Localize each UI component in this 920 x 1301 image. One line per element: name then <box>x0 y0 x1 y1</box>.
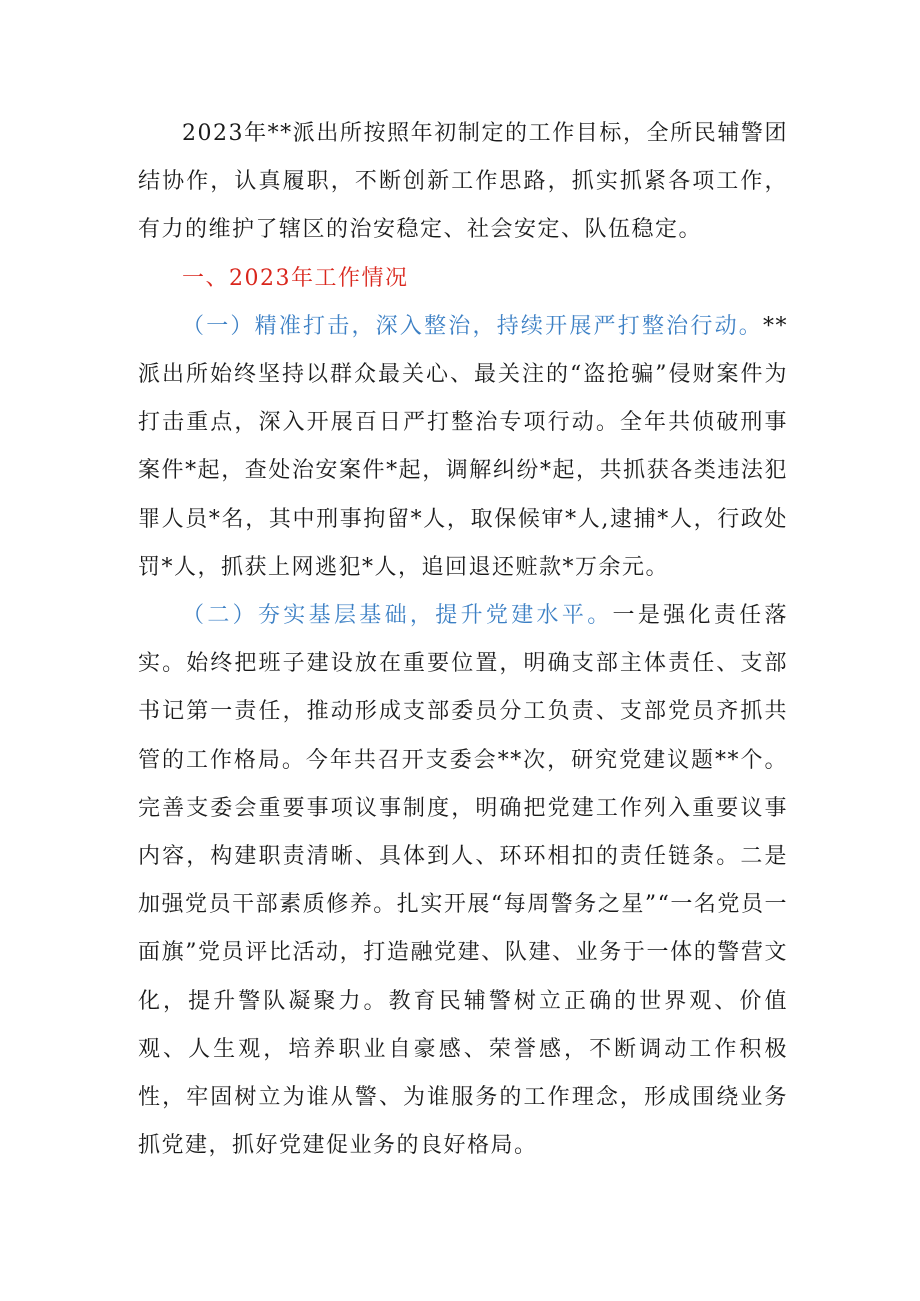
subsection2-title: （二）夯实基层基础，提升党建水平。 <box>182 603 613 629</box>
section-heading <box>138 255 788 303</box>
subsection2-paragraph <box>138 592 788 1170</box>
intro-paragraph <box>138 110 788 255</box>
subsection1-paragraph <box>138 303 788 592</box>
document-body <box>138 110 788 1170</box>
subsection1-body: **派出所始终坚持以群众最关心、最关注的“盗抢骗”侵财案件为打击重点，深入开展百日严打整治专项行动。全年共侦破刑事案件*起，查处治安案件*起，调解纠纷*起，共抓获各类违法犯罪人员*名，其中刑事拘留*人，取保候审*人,逮捕*人，行政处罚*人，抓获上网逃犯*人，追回退还赃款*万余元。 <box>138 313 788 580</box>
intro-text: 2023年**派出所按照年初制定的工作目标，全所民辅警团结协作，认真履职，不断创新工作思路，抓实抓紧各项工作，有力的维护了辖区的治安稳定、社会安定、队伍稳定。 <box>138 121 788 243</box>
section1-title: 一、2023年工作情况 <box>182 265 409 291</box>
subsection1-title: （一）精准打击，深入整治，持续开展严打整治行动。 <box>182 313 763 339</box>
subsection2-body: 一是强化责任落实。始终把班子建设放在重要位置，明确支部主体责任、支部书记第一责任，推动形成支部委员分工负责、支部党员齐抓共管的工作格局。今年共召开支委会**次，研究党建议题**个。完善支委会重要事项议事制度，明确把党建工作列入重要议事内容，构建职责清晰、具体到人、环环相扣的责任链条。二是加强党员干部素质修养。扎实开展“每周警务之星”“一名党员一面旗”党员评比活动，打造融党建、队建、业务于一体的警营文化，提升警队凝聚力。教育民辅警树立正确的世界观、价值观、人生观，培养职业自豪感、荣誉感，不断调动工作积极性，牢固树立为谁从警、为谁服务的工作理念，形成围绕业务抓党建，抓好党建促业务的良好格局。 <box>138 603 788 1159</box>
